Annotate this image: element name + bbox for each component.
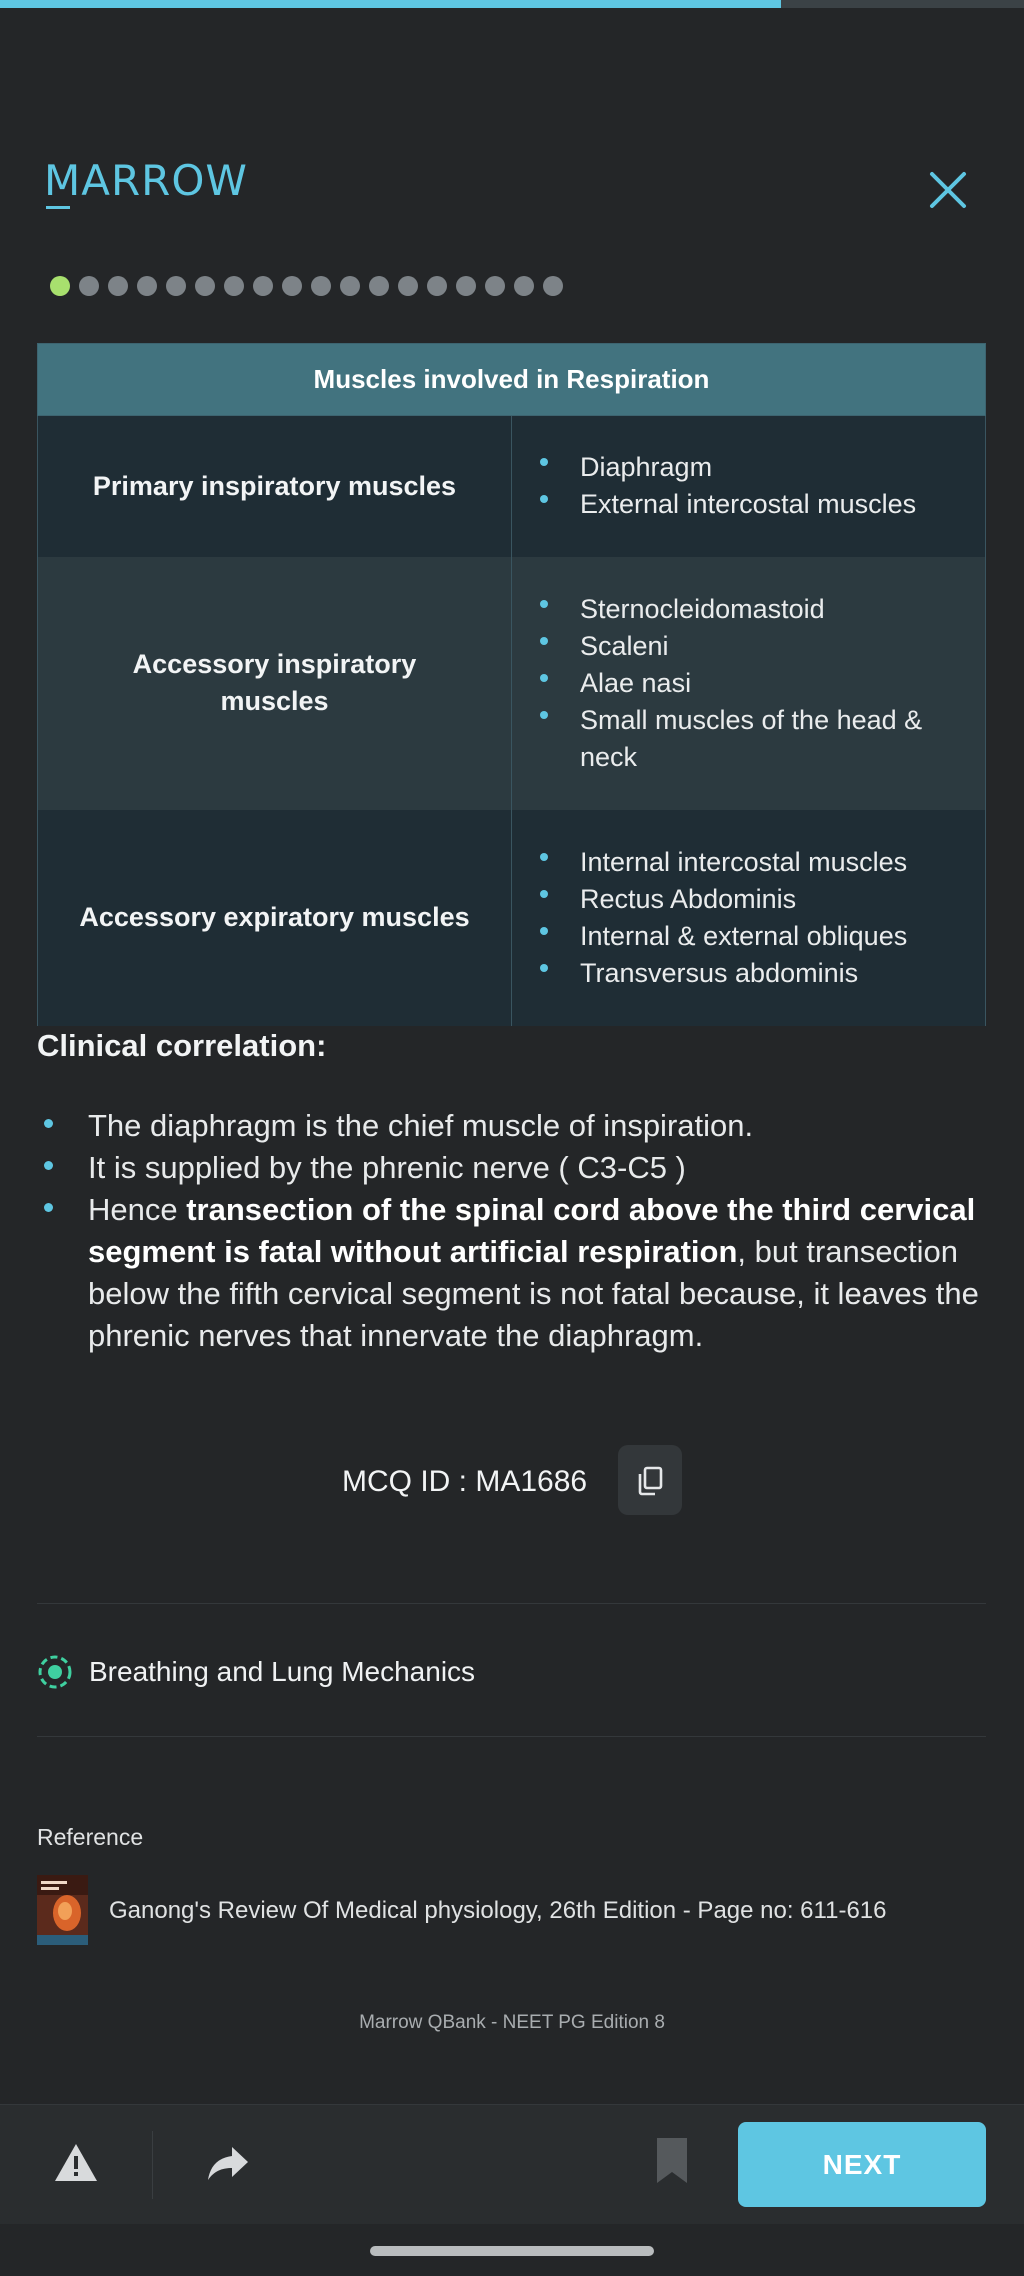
question-pagination-dots [50, 276, 563, 296]
bullet-text-bold: transection of the spinal cord above the third cervical segment is fatal without artificial respiration [88, 1192, 976, 1269]
pagination-dot[interactable] [456, 276, 476, 296]
row-label: Accessory expiratory muscles [38, 810, 512, 1026]
pagination-dot[interactable] [311, 276, 331, 296]
pagination-dot[interactable] [79, 276, 99, 296]
bottom-action-bar [0, 2104, 1024, 2224]
list-item: Small muscles of the head & neck [580, 702, 985, 776]
row-items [512, 557, 986, 810]
logo-underline [46, 206, 70, 209]
respiration-muscles-table [37, 343, 986, 1026]
row-label: Primary inspiratory muscles [38, 416, 512, 557]
table-row [38, 557, 986, 810]
progress-bar-fill [0, 0, 781, 8]
list-item: Rectus Abdominis [580, 881, 985, 918]
reference-text: Ganong's Review Of Medical physiology, 26th Edition - Page no: 611-616 [109, 1897, 887, 1924]
list-item: It is supplied by the phrenic nerve ( C3-C5 ) [40, 1147, 980, 1189]
pagination-dot[interactable] [195, 276, 215, 296]
progress-bar [0, 0, 1024, 8]
list-item: Internal intercostal muscles [580, 844, 985, 881]
share-icon [204, 2139, 252, 2187]
close-icon [924, 166, 972, 214]
reference-heading: Reference [37, 1824, 144, 1850]
bookmark-icon [652, 2135, 692, 2187]
share-button[interactable] [204, 2139, 252, 2187]
qbank-edition-label: Marrow QBank - NEET PG Edition 8 [359, 2012, 665, 2033]
list-item: Sternocleidomastoid [580, 591, 985, 628]
pagination-dot[interactable] [398, 276, 418, 296]
table-row [38, 810, 986, 1026]
header [0, 150, 1024, 230]
list-item: Alae nasi [580, 665, 985, 702]
table-title: Muscles involved in Respiration [38, 344, 986, 416]
copy-icon [636, 1466, 664, 1496]
list-item: Internal & external obliques [580, 918, 985, 955]
report-issue-button[interactable] [52, 2141, 100, 2185]
warning-icon [52, 2141, 100, 2185]
pagination-dot[interactable] [340, 276, 360, 296]
bullet-text-post: , but transection below the fifth cervical segment is not fatal because, it leaves the phrenic nerves that innervate the diaphragm. [88, 1234, 979, 1353]
mcq-id-label: MCQ ID : MA1686 [342, 1465, 588, 1498]
pagination-dot[interactable] [427, 276, 447, 296]
marrow-logo: MARROW [44, 156, 248, 205]
pagination-dot[interactable] [224, 276, 244, 296]
pagination-dot[interactable] [485, 276, 505, 296]
pagination-dot[interactable] [108, 276, 128, 296]
toolbar-separator [152, 2131, 153, 2199]
list-item: Transversus abdominis [580, 955, 985, 992]
pagination-dot[interactable] [282, 276, 302, 296]
mcq-id-row [0, 1445, 1024, 1515]
clinical-correlation-heading: Clinical correlation: [37, 1028, 327, 1063]
book-cover-icon [37, 1875, 88, 1945]
divider [37, 1736, 986, 1737]
home-indicator[interactable] [370, 2246, 654, 2256]
topic-label: Breathing and Lung Mechanics [89, 1656, 476, 1687]
list-item: Scaleni [580, 628, 985, 665]
list-item: External intercostal muscles [580, 486, 985, 523]
row-items [512, 416, 986, 557]
bullet-text-pre: Hence [88, 1192, 187, 1227]
bookmark-button[interactable] [652, 2135, 692, 2187]
list-item [40, 1189, 980, 1357]
next-button[interactable]: NEXT [738, 2122, 986, 2207]
copy-mcq-id-button[interactable] [618, 1445, 682, 1515]
close-button[interactable] [924, 166, 972, 214]
pagination-dot[interactable] [166, 276, 186, 296]
pagination-dot[interactable] [514, 276, 534, 296]
pagination-dot[interactable] [253, 276, 273, 296]
pagination-dot[interactable] [543, 276, 563, 296]
row-label: Accessory inspiratory muscles [38, 557, 512, 810]
divider [37, 1603, 986, 1604]
pagination-dot[interactable] [369, 276, 389, 296]
clinical-correlation-list [40, 1105, 980, 1357]
pagination-dot[interactable] [137, 276, 157, 296]
radio-target-icon [37, 1654, 73, 1690]
row-items [512, 810, 986, 1026]
table-row [38, 416, 986, 557]
list-item: The diaphragm is the chief muscle of inspiration. [40, 1105, 980, 1147]
pagination-dot-active[interactable] [50, 276, 70, 296]
list-item: Diaphragm [580, 449, 985, 486]
topic-tag[interactable] [37, 1650, 737, 1694]
